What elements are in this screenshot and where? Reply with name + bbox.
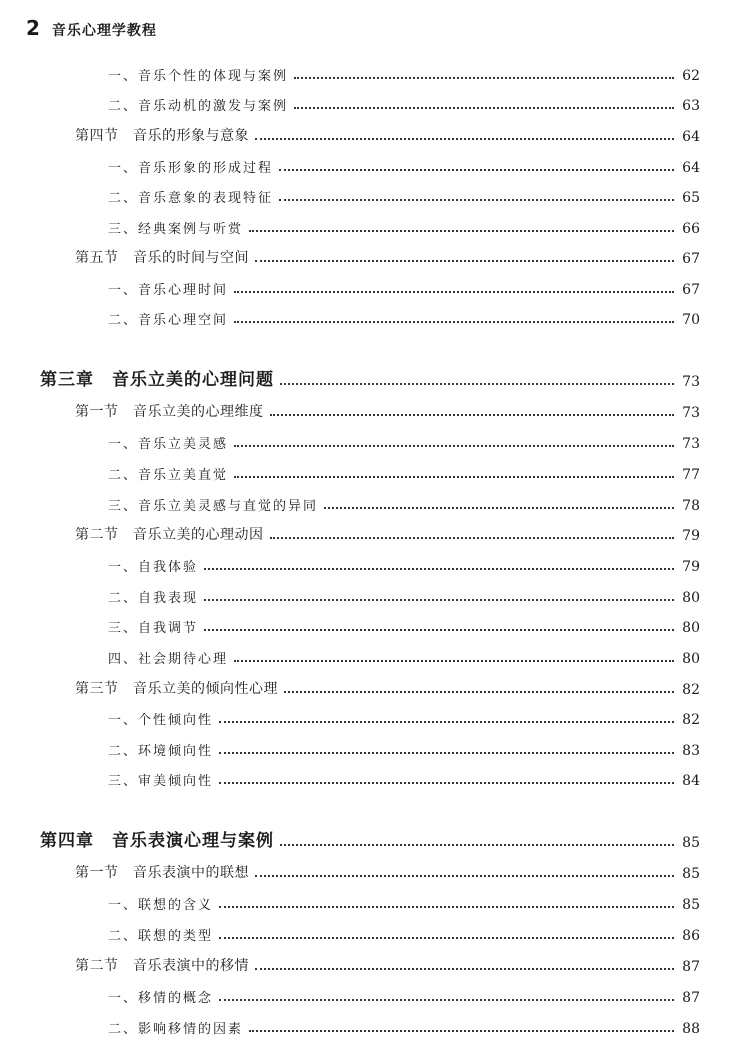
dot-leader — [280, 382, 674, 385]
dot-leader — [234, 290, 674, 293]
toc-section-row[interactable] — [75, 245, 700, 267]
toc-item-row[interactable] — [108, 62, 700, 84]
toc-item-row[interactable] — [108, 215, 700, 237]
toc-entry-title: 一、音乐心理时间 — [108, 283, 229, 298]
dot-leader — [204, 598, 674, 601]
toc-page-number: 80 — [682, 620, 700, 636]
toc-entry-title: 第三章 音乐立美的心理问题 — [40, 370, 274, 390]
toc-section-row[interactable] — [75, 860, 700, 882]
toc-item-row[interactable] — [108, 184, 700, 206]
toc-item-row[interactable] — [108, 614, 700, 636]
dot-leader — [324, 506, 674, 509]
toc-entry-title: 三、自我调节 — [108, 621, 199, 636]
toc-entry-title: 一、个性倾向性 — [108, 713, 214, 728]
dot-leader — [219, 905, 674, 908]
toc-entry-title: 第一节 音乐立美的心理维度 — [75, 404, 264, 420]
toc-item-row[interactable] — [108, 984, 700, 1006]
toc-page-number: 64 — [682, 160, 700, 176]
toc-page-number: 78 — [682, 498, 700, 514]
dot-leader — [255, 874, 674, 877]
toc-item-row[interactable] — [108, 276, 700, 298]
dot-leader — [255, 259, 674, 262]
toc-item-row[interactable] — [108, 430, 700, 452]
dot-leader — [280, 843, 674, 846]
toc-item-row[interactable] — [108, 767, 700, 789]
toc-page-number: 62 — [682, 68, 700, 84]
toc-item-row[interactable] — [108, 645, 700, 667]
toc-entry-title: 一、音乐形象的形成过程 — [108, 161, 274, 176]
toc-item-row[interactable] — [108, 737, 700, 759]
toc-entry-title: 三、经典案例与听赏 — [108, 222, 244, 237]
toc-section-row[interactable] — [75, 522, 700, 544]
dot-leader — [234, 444, 674, 447]
toc-entry-title: 第四节 音乐的形象与意象 — [75, 128, 249, 144]
toc-page-number: 73 — [682, 405, 700, 421]
dot-leader — [294, 76, 674, 79]
toc-entry-title: 二、音乐意象的表现特征 — [108, 191, 274, 206]
toc-page-number: 82 — [682, 682, 700, 698]
dot-leader — [219, 720, 674, 723]
toc-entry-title: 二、影响移情的因素 — [108, 1022, 244, 1037]
dot-leader — [255, 967, 674, 970]
dot-leader — [204, 628, 674, 631]
running-header — [26, 16, 157, 40]
toc-page-number: 64 — [682, 129, 700, 145]
toc-page-number: 83 — [682, 743, 700, 759]
dot-leader — [270, 413, 675, 416]
toc-page-number: 79 — [682, 528, 700, 544]
toc-section-row[interactable] — [75, 399, 700, 421]
toc-page-number: 86 — [682, 928, 700, 944]
toc-page-number: 66 — [682, 221, 700, 237]
toc-entry-title: 一、音乐个性的体现与案例 — [108, 69, 289, 84]
toc-item-row[interactable] — [108, 891, 700, 913]
dot-leader — [270, 536, 675, 539]
book-title: 音乐心理学教程 — [51, 23, 157, 39]
toc-page-number: 77 — [682, 467, 700, 483]
toc-item-row[interactable] — [108, 553, 700, 575]
toc-entry-title: 一、音乐立美灵感 — [108, 437, 229, 452]
toc-entry-title: 第一节 音乐表演中的联想 — [75, 865, 249, 881]
toc-entry-title: 第二节 音乐立美的心理动因 — [75, 527, 264, 543]
toc-chapter-row[interactable] — [40, 829, 700, 851]
toc-page-number: 73 — [682, 436, 700, 452]
toc-page-number: 84 — [682, 773, 700, 789]
toc-entry-title: 第四章 音乐表演心理与案例 — [40, 831, 274, 851]
toc-page-number: 87 — [682, 990, 700, 1006]
dot-leader — [234, 659, 674, 662]
toc-entry-title: 第三节 音乐立美的倾向性心理 — [75, 681, 278, 697]
toc-page-number: 82 — [682, 712, 700, 728]
toc-page-number: 88 — [682, 1021, 700, 1037]
toc-page-number: 63 — [682, 98, 700, 114]
toc-page-number: 67 — [682, 282, 700, 298]
toc-item-row[interactable] — [108, 461, 700, 483]
toc-item-row[interactable] — [108, 492, 700, 514]
dot-leader — [204, 567, 674, 570]
dot-leader — [294, 106, 674, 109]
toc-item-row[interactable] — [108, 92, 700, 114]
dot-leader — [219, 998, 674, 1001]
dot-leader — [234, 320, 674, 323]
toc-entry-title: 三、审美倾向性 — [108, 774, 214, 789]
toc-entry-title: 一、移情的概念 — [108, 991, 214, 1006]
dot-leader — [249, 229, 674, 232]
toc-entry-title: 二、音乐心理空间 — [108, 313, 229, 328]
dot-leader — [249, 1029, 674, 1032]
toc-entry-title: 四、社会期待心理 — [108, 652, 229, 667]
dot-leader — [219, 936, 674, 939]
toc-entry-title: 二、音乐立美直觉 — [108, 468, 229, 483]
toc-page-number: 70 — [682, 312, 700, 328]
toc-entry-title: 第二节 音乐表演中的移情 — [75, 958, 249, 974]
toc-section-row[interactable] — [75, 123, 700, 145]
toc-item-row[interactable] — [108, 706, 700, 728]
dot-leader — [279, 168, 674, 171]
toc-page-number: 80 — [682, 590, 700, 606]
toc-item-row[interactable] — [108, 154, 700, 176]
toc-item-row[interactable] — [108, 1015, 700, 1037]
dot-leader — [219, 751, 674, 754]
toc-page-number: 65 — [682, 190, 700, 206]
toc-page-number: 85 — [682, 866, 700, 882]
toc-section-row[interactable] — [75, 676, 700, 698]
dot-leader — [255, 137, 674, 140]
toc-chapter-row[interactable] — [40, 368, 700, 390]
page-number: 2 — [26, 16, 40, 40]
toc-entry-title: 二、联想的类型 — [108, 929, 214, 944]
dot-leader — [219, 781, 674, 784]
dot-leader — [284, 690, 674, 693]
toc-item-row[interactable] — [108, 306, 700, 328]
toc-section-row[interactable] — [75, 953, 700, 975]
toc-entry-title: 三、音乐立美灵感与直觉的异同 — [108, 499, 319, 514]
toc-page-number: 67 — [682, 251, 700, 267]
toc-item-row[interactable] — [108, 922, 700, 944]
toc-item-row[interactable] — [108, 584, 700, 606]
dot-leader — [279, 198, 674, 201]
toc-entry-title: 二、音乐动机的激发与案例 — [108, 99, 289, 114]
toc-entry-title: 第五节 音乐的时间与空间 — [75, 250, 249, 266]
toc-page-number: 85 — [682, 897, 700, 913]
toc-page-number: 73 — [682, 374, 700, 390]
dot-leader — [234, 475, 674, 478]
toc-entry-title: 二、自我表现 — [108, 591, 199, 606]
toc-entry-title: 一、自我体验 — [108, 560, 199, 575]
toc-page-number: 80 — [682, 651, 700, 667]
toc-page-number: 79 — [682, 559, 700, 575]
toc-entry-title: 二、环境倾向性 — [108, 744, 214, 759]
toc-page-number: 87 — [682, 959, 700, 975]
toc-page-number: 85 — [682, 835, 700, 851]
toc-entry-title: 一、联想的含义 — [108, 898, 214, 913]
